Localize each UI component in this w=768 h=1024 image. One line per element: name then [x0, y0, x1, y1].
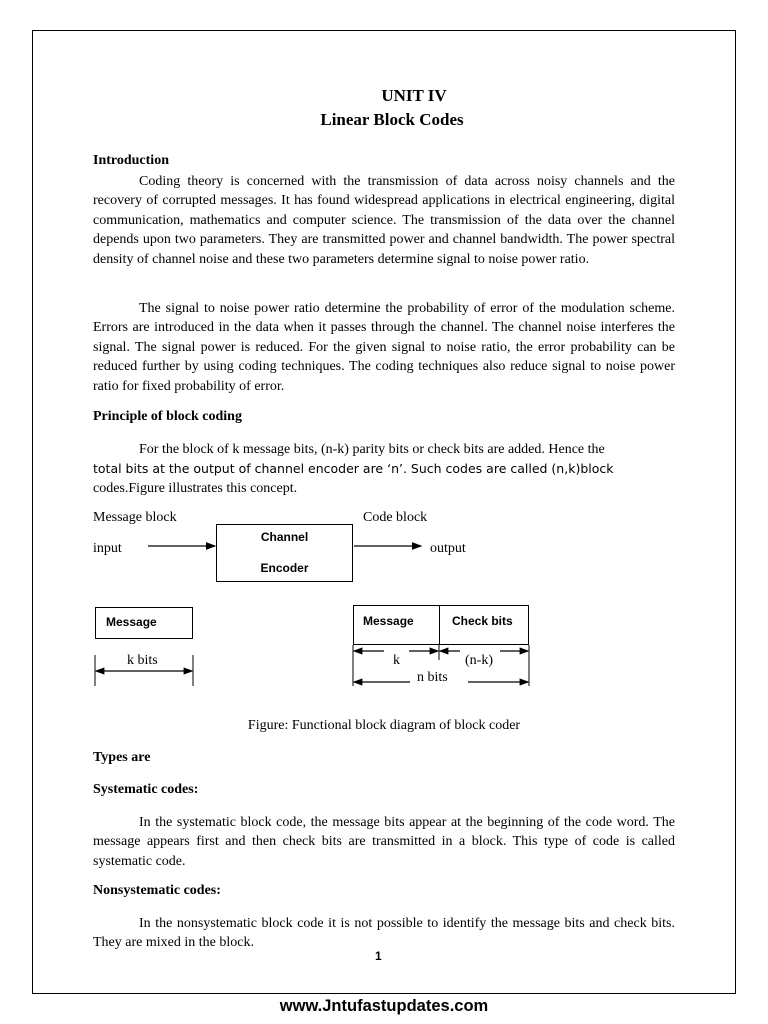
check-bits-label: Check bits [452, 614, 513, 628]
encoder-label-line-1: Channel [260, 530, 309, 544]
nonsystematic-paragraph [93, 914, 675, 953]
nonsystematic-paragraph-text: In the nonsystematic block code it is not possible to identify the message bits and check bits. They are mixed in the block. [93, 916, 675, 951]
k-bits-label: k bits [127, 653, 158, 668]
output-label: output [430, 541, 466, 556]
introduction-paragraph-2-text: The signal to noise power ratio determine the probability of error of the modulation scheme. Errors are introduced in the data when it passes through the channel. The channel noise interferes the signal. The signal power is reduced. For the given signal to noise ratio, the error probability can be reduced further by using coding techniques. The coding techniques also reduce signal to noise power ratio for fixed probability of error. [93, 301, 675, 394]
unit-heading: UNIT IV [381, 86, 447, 105]
figure-caption: Figure: Functional block diagram of block coder [247, 718, 521, 733]
n-minus-k-label: (n-k) [465, 653, 493, 668]
introduction-paragraph-1-text: Coding theory is concerned with the transmission of data across noisy channels and the recovery of corrupted messages. It has found widespread applications in electrical engineering, digital communication, mathematics and computer science. The transmission of the data over the channel depends upon two parameters. They are transmitted power and channel bandwidth. The power spectral density of channel noise and these two parameters determine signal to noise power ratio. [93, 174, 675, 267]
principle-line-1-text: For the block of k message bits, (n-k) parity bits or check bits are added. Hence the [139, 442, 605, 457]
code-message-label: Message [363, 614, 414, 628]
page-number: 1 [375, 949, 382, 963]
code-block-label: Code block [363, 510, 428, 525]
k-label: k [393, 653, 400, 668]
systematic-paragraph [93, 813, 675, 871]
message-box-label: Message [106, 615, 157, 629]
message-block-label: Message block [93, 510, 177, 525]
n-bits-label: n bits [417, 670, 448, 685]
page-title: Linear Block Codes [320, 110, 464, 129]
principle-line-2: total bits at the output of channel encoder are ‘n’. Such codes are called (n,k)block [93, 461, 614, 477]
encoder-label-line-2: Encoder [260, 561, 309, 575]
input-label: input [93, 541, 122, 556]
principle-line-3: codes.Figure illustrates this concept. [93, 480, 298, 496]
introduction-heading: Introduction [93, 153, 169, 168]
types-heading: Types are [93, 750, 151, 765]
footer-url: www.Jntufastupdates.com [279, 997, 489, 1015]
nonsystematic-heading: Nonsystematic codes: [93, 883, 221, 898]
principle-heading: Principle of block coding [93, 409, 242, 424]
systematic-paragraph-text: In the systematic block code, the message bits appear at the beginning of the code word. The message appears first and then check bits are transmitted in a block. This type of code is called systematic code. [93, 815, 675, 869]
systematic-heading: Systematic codes: [93, 782, 199, 797]
